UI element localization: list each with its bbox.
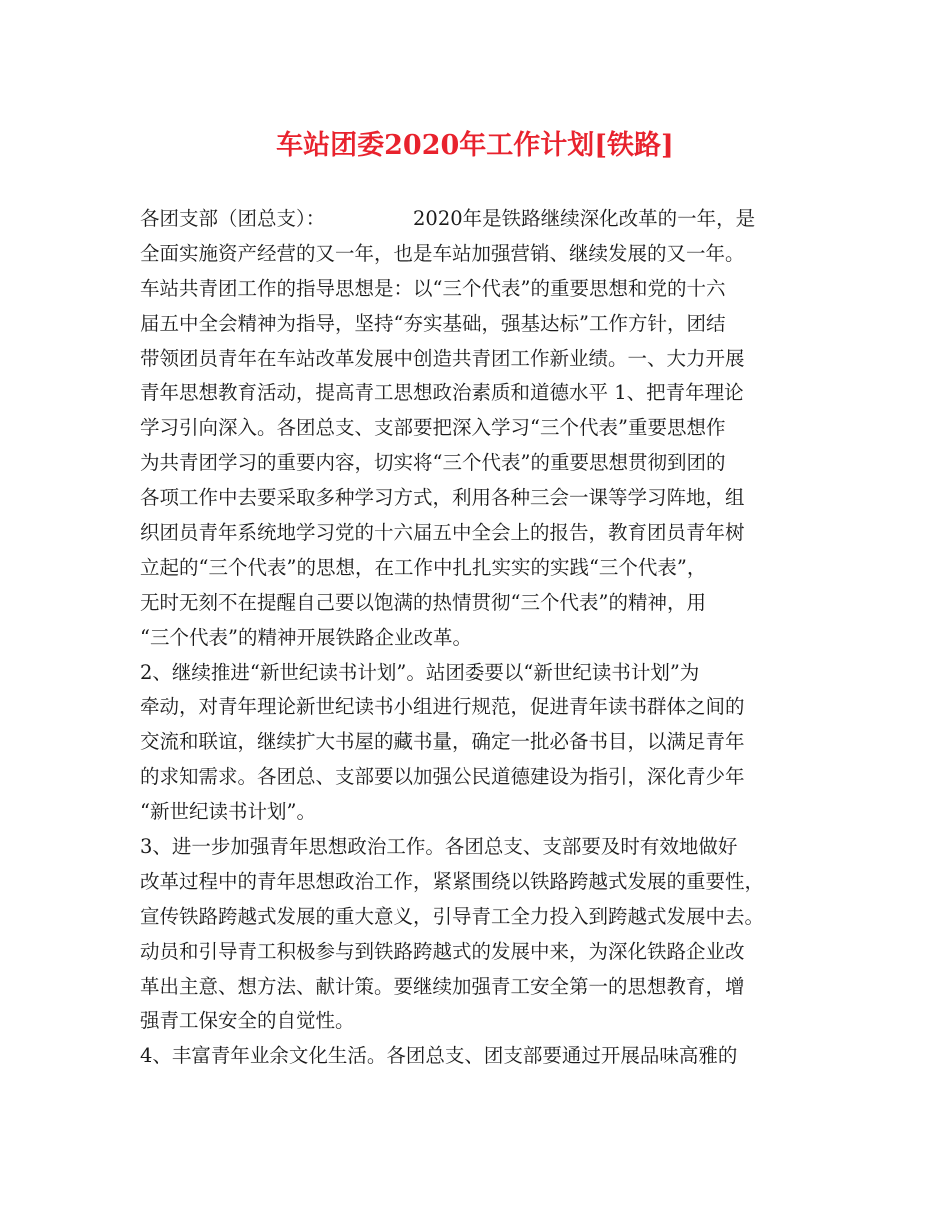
text-line: “三个代表”的精神开展铁路企业改革。 [140, 625, 472, 649]
text-line: 的求知需求。各团总、支部要以加强公民道德建设为指引，深化青少年 [140, 765, 745, 789]
text-line: 车站共青团工作的指导思想是：以“三个代表”的重要思想和党的十六 [140, 276, 726, 300]
text-line: 为共青团学习的重要内容，切实将“三个代表”的重要思想贯彻到团的 [140, 451, 726, 475]
text-line: “新世纪读书计划”。 [140, 800, 316, 824]
text-line: 革出主意、想方法、献计策。要继续加强青工安全第一的思想教育，增 [140, 974, 745, 998]
document-title: 车站团委2020年工作计划[铁路] [276, 130, 674, 161]
text-line: 全面实施资产经营的又一年，也是车站加强营销、继续发展的又一年。 [140, 241, 745, 265]
text-line: 织团员青年系统地学习党的十六届五中全会上的报告，教育团员青年树 [140, 521, 745, 545]
text-line: 立起的“三个代表”的思想，在工作中扎扎实实的实践“三个代表”， [140, 555, 707, 579]
text-line: 宣传铁路跨越式发展的重大意义，引导青工全力投入到跨越式发展中去。 [140, 904, 765, 928]
text-line: 各团支部（团总支）： 2020年是铁路继续深化改革的一年，是 [140, 207, 756, 230]
text-line: 交流和联谊，继续扩大书屋的藏书量，确定一批必备书目，以满足青年 [140, 730, 745, 754]
text-line: 带领团员青年在车站改革发展中创造共青团工作新业绩。一、大力开展 [140, 346, 745, 370]
text-line: 动员和引导青工积极参与到铁路跨越式的发展中来，为深化铁路企业改 [140, 939, 745, 963]
text-line: 牵动，对青年理论新世纪读书小组进行规范，促进青年读书群体之间的 [140, 695, 745, 719]
text-line: 届五中全会精神为指导，坚持“夯实基础，强基达标”工作方针，团结 [140, 311, 726, 335]
text-line: 强青工保安全的自觉性。 [140, 1009, 355, 1033]
text-line: 3、进一步加强青年思想政治工作。各团总支、支部要及时有效地做好 [140, 835, 738, 859]
text-line: 无时无刻不在提醒自己要以饱满的热情贯彻“三个代表”的精神，用 [140, 590, 706, 614]
text-line: 学习引向深入。各团总支、支部要把深入学习“三个代表”重要思想作 [140, 416, 726, 440]
text-line: 4、丰富青年业余文化生活。各团总支、团支部要通过开展品味高雅的 [140, 1044, 738, 1068]
document-body [140, 202, 820, 1074]
text-line: 2、继续推进“新世纪读书计划”。站团委要以“新世纪读书计划”为 [140, 660, 700, 684]
text-line: 各项工作中去要采取多种学习方式，利用各种三会一课等学习阵地，组 [140, 486, 745, 510]
text-line: 改革过程中的青年思想政治工作，紧紧围绕以铁路跨越式发展的重要性， [140, 869, 765, 893]
text-line: 青年思想教育活动，提高青工思想政治素质和道德水平 1、把青年理论 [140, 381, 744, 405]
